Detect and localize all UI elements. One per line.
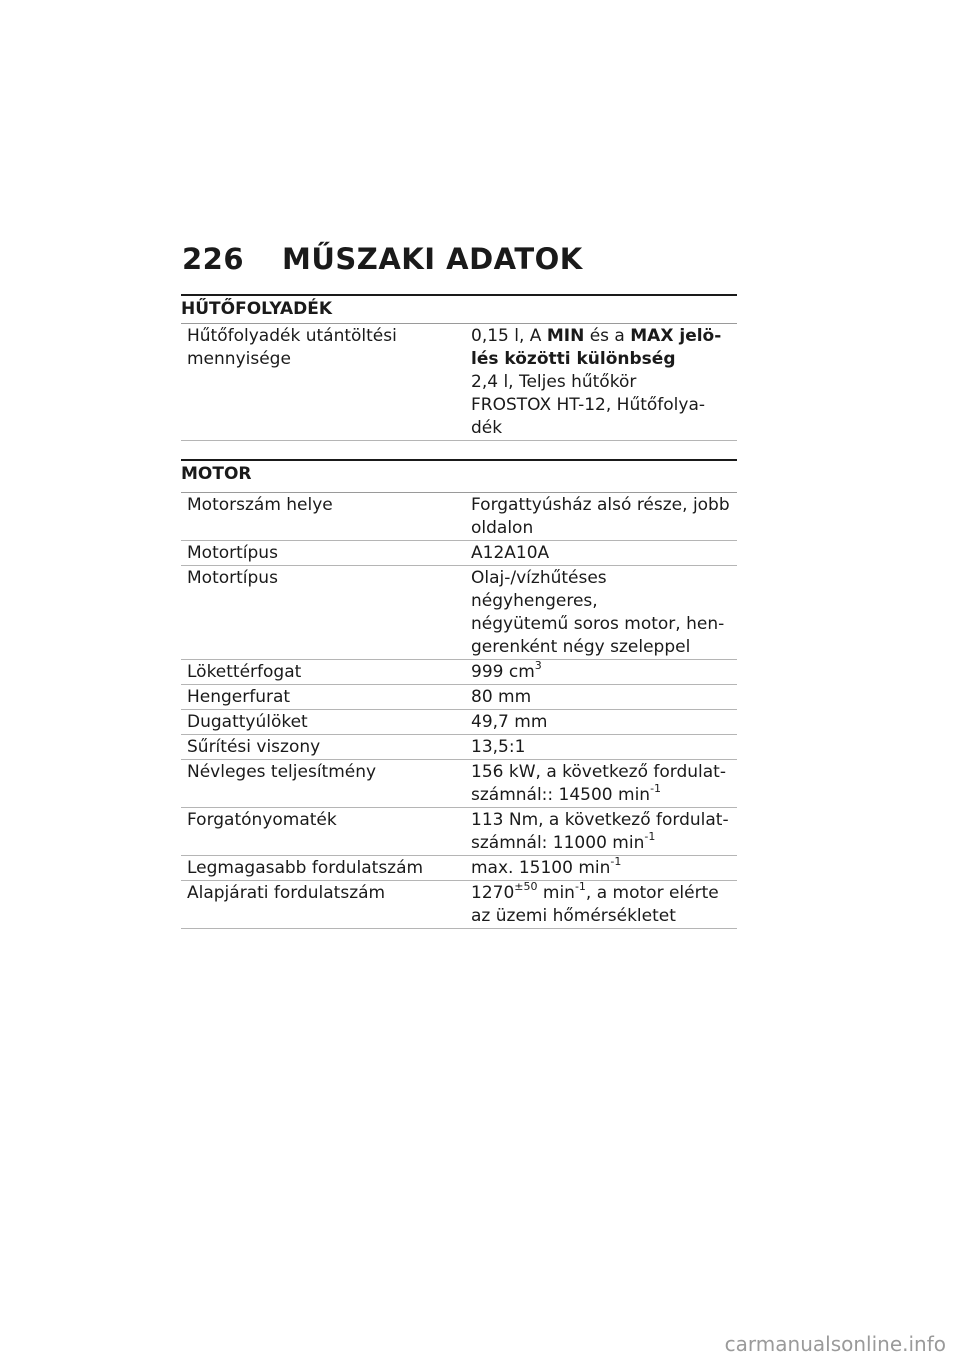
watermark: carmanualsonline.info (724, 1332, 946, 1356)
table-row (181, 710, 737, 735)
text-segment: számnál: 11000 min (471, 833, 645, 853)
spec-value-line (471, 832, 733, 855)
page-number: 226 (182, 242, 245, 276)
spec-value-line: oldalon (471, 518, 534, 538)
spec-value (463, 881, 737, 929)
table-row (181, 881, 737, 929)
spec-value (463, 760, 737, 808)
table-row (181, 324, 737, 441)
coolant-section (181, 294, 737, 441)
page-header (182, 242, 738, 282)
min-mark: MIN (546, 326, 585, 346)
spec-value (463, 808, 737, 856)
max-mark: MAX jelö- (630, 326, 722, 346)
coolant-table (181, 324, 737, 441)
spec-label: Dugattyúlöket (181, 710, 463, 735)
spec-value-line (471, 784, 733, 807)
spec-label: Névleges teljesítmény (181, 760, 463, 808)
table-row (181, 493, 737, 541)
superscript: 3 (534, 659, 542, 673)
engine-section (181, 459, 737, 929)
spec-label-line: mennyisége (187, 349, 291, 369)
table-row (181, 566, 737, 660)
spec-value-line: az üzemi hőmérsékletet (471, 906, 676, 926)
spec-value-line: 113 Nm, a következő fordulat- (471, 810, 729, 830)
text-segment: max. 15100 min (471, 858, 611, 878)
table-row (181, 856, 737, 881)
page-title: MŰSZAKI ADATOK (282, 242, 583, 276)
text-segment: 0,15 l, A (471, 326, 547, 346)
spec-label: Alapjárati fordulatszám (181, 881, 463, 929)
spec-label: Sűrítési viszony (181, 735, 463, 760)
spec-label: Legmagasabb fordulatszám (181, 856, 463, 881)
superscript: -1 (574, 880, 586, 894)
spec-value-line: FROSTOX HT-12, Hűtőfolya- (471, 395, 706, 415)
spec-value (463, 324, 737, 441)
spec-value (463, 660, 737, 685)
superscript: ±50 (514, 880, 538, 894)
table-row (181, 760, 737, 808)
table-row (181, 660, 737, 685)
text-segment: 999 cm (471, 662, 535, 682)
table-row (181, 541, 737, 566)
spec-value: 49,7 mm (463, 710, 737, 735)
spec-value (463, 566, 737, 660)
spec-value-line: 156 kW, a következő fordulat- (471, 762, 726, 782)
superscript: -1 (644, 830, 656, 844)
spec-value-line: gerenként négy szeleppel (471, 637, 691, 657)
spec-label: Motortípus (181, 541, 463, 566)
spec-value: A12A10A (463, 541, 737, 566)
spec-value-line: lés közötti különbség (471, 349, 676, 369)
spec-value-line: négyütemű soros motor, hen- (471, 614, 725, 634)
spec-label (181, 324, 463, 441)
spec-value-line: Forgattyúsház alsó része, jobb (471, 495, 730, 515)
spec-label: Lökettérfogat (181, 660, 463, 685)
spec-value-line: Olaj-/vízhűtéses négyhengeres, (471, 568, 607, 611)
spec-label: Hengerfurat (181, 685, 463, 710)
section-title-coolant: HŰTŐFOLYADÉK (181, 294, 737, 324)
spec-label-line: Hűtőfolyadék utántöltési (187, 326, 397, 346)
spec-value-line: dék (471, 418, 503, 438)
spec-label: Motorszám helye (181, 493, 463, 541)
spec-value (463, 856, 737, 881)
text-segment: , a motor elérte (585, 883, 719, 903)
text-segment: 1270 (471, 883, 515, 903)
table-row (181, 808, 737, 856)
spec-value (463, 493, 737, 541)
spec-value-line (471, 882, 733, 905)
section-title-engine: MOTOR (181, 459, 737, 493)
superscript: -1 (610, 855, 622, 869)
superscript: -1 (650, 782, 662, 796)
table-row (181, 735, 737, 760)
text-segment: számnál:: 14500 min (471, 785, 651, 805)
spec-label: Forgatónyomaték (181, 808, 463, 856)
spec-value-line: 2,4 l, Teljes hűtőkör (471, 372, 637, 392)
text-segment: min (537, 883, 575, 903)
spec-label: Motortípus (181, 566, 463, 660)
text-segment: és a (584, 326, 631, 346)
table-row (181, 685, 737, 710)
spec-value: 80 mm (463, 685, 737, 710)
spec-value: 13,5:1 (463, 735, 737, 760)
engine-table (181, 493, 737, 929)
spec-value-line (471, 325, 733, 348)
